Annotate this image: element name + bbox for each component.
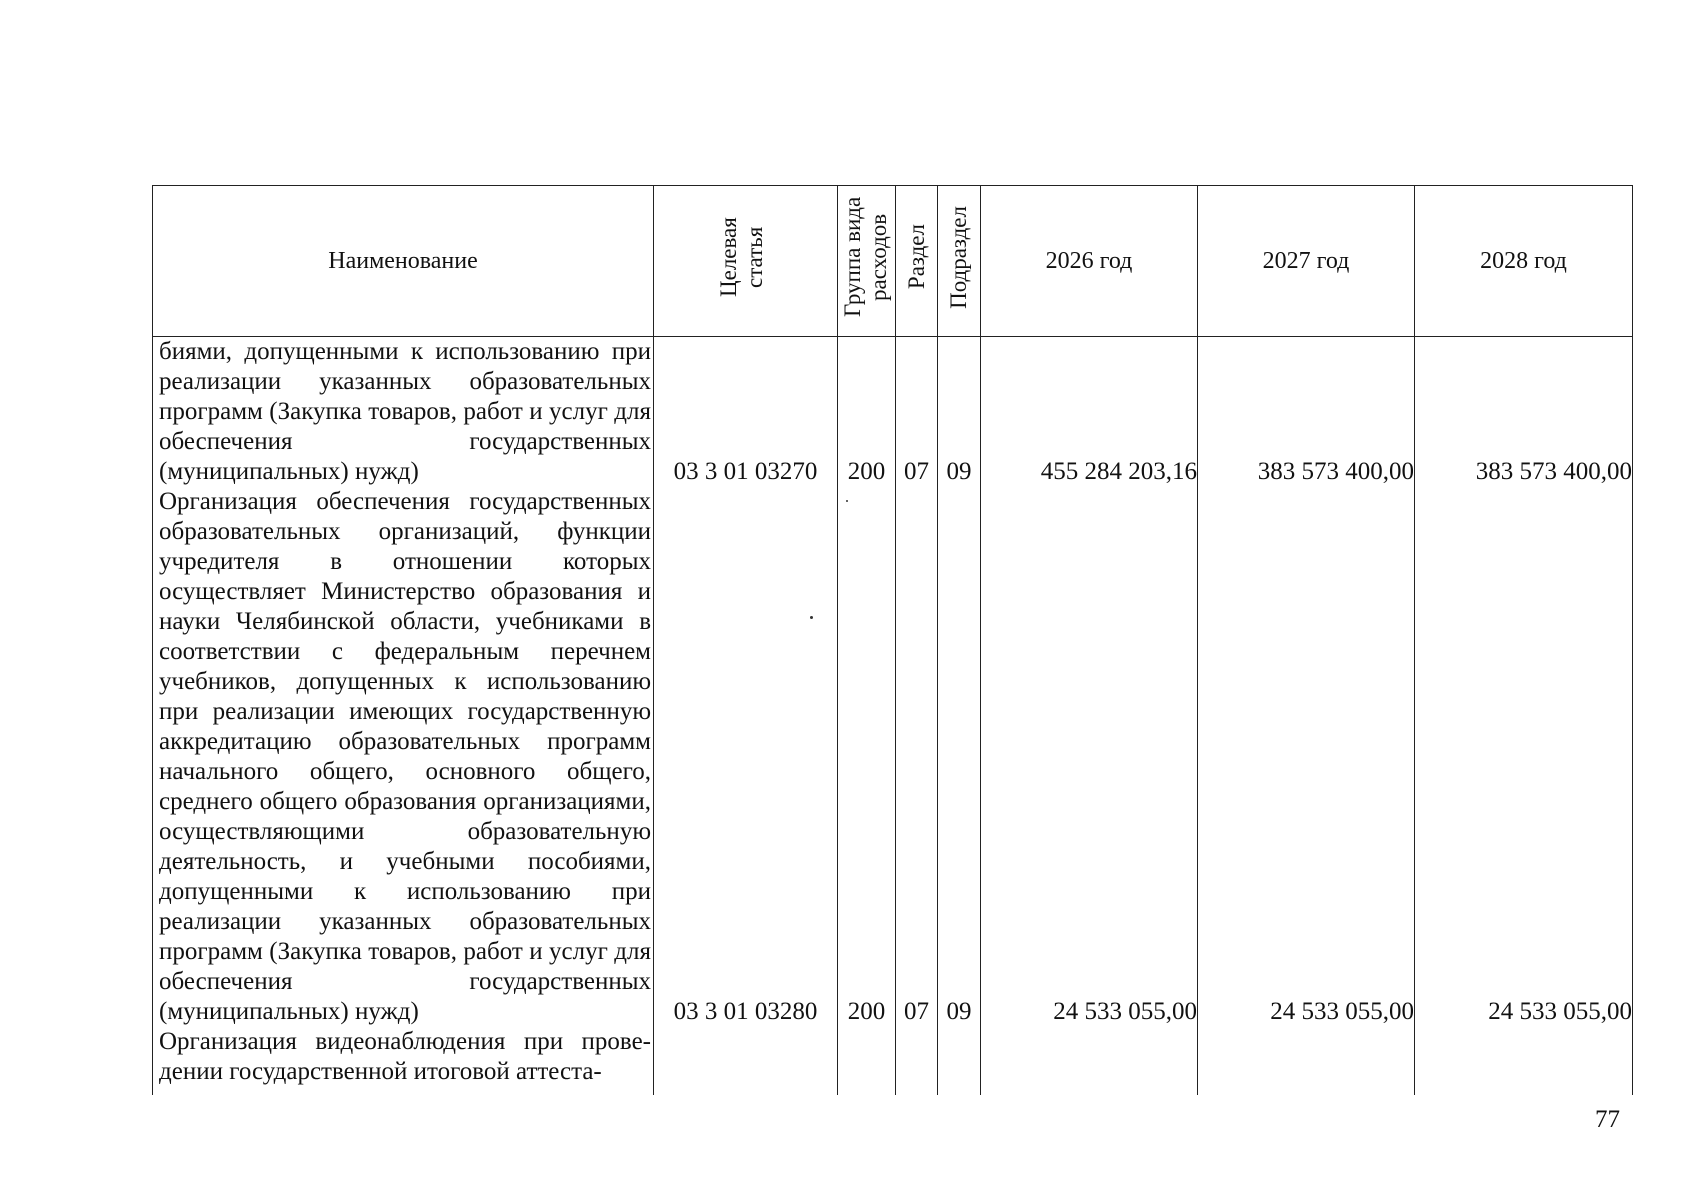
row-section: [896, 1027, 938, 1095]
header-year-2027-label: 2027 год: [1262, 248, 1350, 274]
table-row: [153, 1027, 1633, 1095]
header-target-article: [654, 186, 838, 337]
header-name: [153, 186, 654, 337]
row-year-2028: 383 573 400,00: [1415, 337, 1633, 488]
header-name-label: Наименование: [328, 248, 478, 274]
row-subsection: [938, 1027, 981, 1095]
row-name: Организация видеонаблюдения при проведении государственной итоговой аттеста-: [159, 1028, 651, 1085]
row-name-cell: [153, 337, 654, 488]
table-row: [153, 487, 1633, 1027]
row-year-2027: 383 573 400,00: [1198, 337, 1415, 488]
row-expense-group: 200: [838, 487, 896, 1027]
header-year-2026: [981, 186, 1198, 337]
header-subsection-label: Подраздел: [946, 205, 971, 309]
row-year-2026: [981, 1027, 1198, 1095]
header-expense-group: [838, 186, 896, 337]
header-year-2027: [1198, 186, 1415, 337]
scan-speck: [810, 616, 813, 619]
row-subsection: 09: [938, 487, 981, 1027]
row-year-2028: [1415, 1027, 1633, 1095]
row-section: 07: [896, 337, 938, 488]
page-number: 77: [1595, 1106, 1620, 1133]
header-year-2028-label: 2028 год: [1480, 248, 1567, 274]
row-year-2026: 455 284 203,16: [981, 337, 1198, 488]
row-name: биями, допущенными к использованию при реализации указанных образовательных программ (Закупка товаров, работ и услуг для обеспечения государственных (муниципальных) нужд): [159, 338, 651, 485]
row-name-cell: [153, 487, 654, 1027]
row-year-2028: 24 533 055,00: [1415, 487, 1633, 1027]
budget-table-container: [152, 185, 1632, 1085]
table-row: [153, 337, 1633, 488]
header-year-2026-label: 2026 год: [1045, 248, 1133, 274]
header-section-label: Раздел: [903, 224, 929, 290]
row-expense-group: 200: [838, 337, 896, 488]
row-section: 07: [896, 487, 938, 1027]
row-target-article: [654, 1027, 838, 1095]
row-target-article: 03 3 01 03280: [654, 487, 838, 1027]
header-subsection: [938, 186, 981, 337]
row-expense-group: [838, 1027, 896, 1095]
header-year-2028: [1415, 186, 1633, 337]
table-header-row: [153, 186, 1633, 337]
row-subsection: 09: [938, 337, 981, 488]
budget-table: [152, 185, 1633, 1095]
row-year-2026: 24 533 055,00: [981, 487, 1198, 1027]
row-name-cell: [153, 1027, 654, 1095]
row-year-2027: [1198, 1027, 1415, 1095]
scan-speck: [846, 500, 848, 502]
row-name: Организация обеспечения государственных образовательных организаций, функции учредителя в отношении которых осуществляет Министерство образования и науки Челябинской области, учебниками в соответствии с федеральным перечнем учебников, допущенных к использованию при реализации имеющих государственную аккредитацию образовательных программ начального общего, основного общего, среднего общего образования организациями, осуществляющими образовательную деятельность, и учебными пособиями, допущенными к использованию при реализации указанных образовательных программ (Закупка товаров, работ и услуг для обеспечения государственных (муниципальных) нужд): [159, 488, 651, 1025]
header-target-article-label: Целевая статья: [715, 217, 767, 297]
header-section: [896, 186, 938, 337]
header-expense-group-label: Группа вида расходов: [839, 196, 891, 318]
row-target-article: 03 3 01 03270: [654, 337, 838, 488]
row-year-2027: 24 533 055,00: [1198, 487, 1415, 1027]
